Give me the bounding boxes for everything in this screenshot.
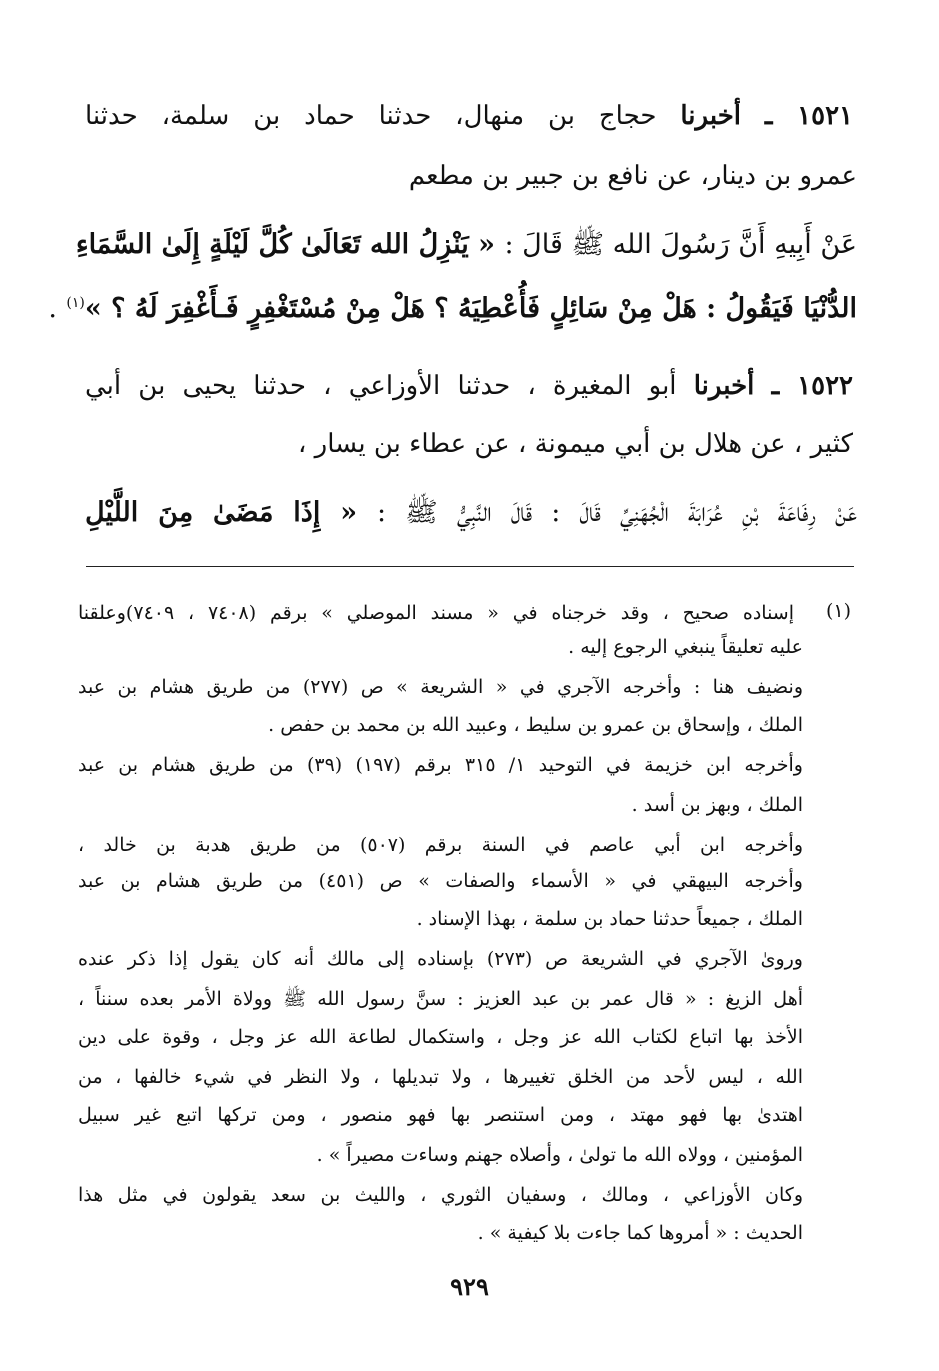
footnote-line: المؤمنين ، وولاه الله ما تولىٰ ، وأصلاه جهنم وساءت مصيراً » .: [316, 1144, 803, 1166]
footnote-line: الأخذ بها اتباع لكتاب الله عز وجل ، واستكمال لطاعة الله عز وجل ، وقوة على دين: [78, 1026, 803, 1048]
footnote-line: اهتدىٰ بها فهو مهتد ، ومن استنصر بها فهو منصور ، ومن تركها اتبع غير سبيل: [78, 1104, 803, 1126]
footnote-line: الحديث : « أمروها كما جاءت بلا كيفية » .: [477, 1222, 803, 1244]
akhbarana-keyword: أخبرنا: [693, 371, 755, 401]
footnote-line: وروىٰ الآجري في الشريعة ص (٢٧٣) بإسناده إلى مالك أنه كان يقول إذا ذكر عنده: [78, 948, 803, 970]
end-mark: .: [48, 293, 58, 324]
footnote-line: وأخرجه ابن خزيمة في التوحيد ١/ ٣١٥ برقم (١٩٧) (٣٩) من طريق هشام بن عبد: [78, 754, 803, 776]
akhbarana-keyword: أخبرنا: [680, 101, 741, 131]
isnad-text: حجاج بن منهال، حدثنا حماد بن سلمة، حدثنا: [85, 101, 657, 131]
footnote-line: إسناده صحيح ، وقد خرجناه في « مسند الموصلي » برقم (٧٤٠٨ ، ٧٤٠٩)وعلقنا: [78, 602, 794, 624]
footnote-line: وأخرجه ابن أبي عاصم في السنة برقم (٥٠٧) من طريق هدبة بن خالد ،: [78, 834, 803, 856]
footnote-ref: (١): [66, 295, 85, 311]
isnad-text: أبو المغيرة ، حدثنا الأوزاعي ، حدثنا يحيى بن أبي: [85, 371, 677, 401]
matn-intro: عَنْ رِفَاعَةَ بْنِ عُرَابَةَ الْجُهَنِيِّ قَالَ : قَالَ النَّبِيُّ ﷺ :: [376, 497, 858, 528]
hadith-number: ١٥٢٢ ـ: [771, 371, 854, 401]
matn-text: الدُّنْيَا فَيَقُولُ : هَلْ مِنْ سَائِلٍ فَأُعْطِيَهُ ؟ هَلْ مِنْ مُسْتَغْفِرٍ فَـأَغْفِرَ لَهُ ؟ »: [84, 293, 857, 324]
matn-text: « إِذَا مَضَىٰ مِنَ اللَّيْلِ: [85, 497, 358, 528]
hadith-1521-isnad-line-2: عمرو بن دينار، عن نافع بن جبير بن مطعم: [408, 161, 857, 191]
hadith-1521-isnad-line-1: [85, 96, 853, 136]
hadith-1521-matn-line-2: [48, 282, 857, 330]
hadith-1522-matn-line-1: [85, 492, 857, 534]
hadith-1522-isnad-line-1: [85, 366, 853, 406]
hadith-number: ١٥٢١ ـ: [764, 101, 854, 131]
footnote-line: الملك ، وإسحاق بن عمرو بن سليط ، وعبيد الله بن محمد بن حفص .: [268, 714, 803, 736]
hadith-1521-matn-line-1: [75, 224, 857, 266]
footnote-line: وأخرجه البيهقي في « الأسماء والصفات » ص (٤٥١) من طريق هشام بن عبد: [78, 870, 803, 892]
matn-intro: عَنْ أَبِيهِ أَنَّ رَسُولَ الله ﷺ قَالَ :: [504, 229, 857, 260]
footnote-number: (١): [825, 600, 851, 622]
footnote-line: أهل الزيغ : « قال عمر بن عبد العزيز : سنَّ رسول الله ﷺ وولاة الأمر بعده سنناً ،: [78, 988, 803, 1010]
footnote-line: الملك ، وبهز بن أسد .: [631, 794, 803, 816]
footnote-line: وكان الأوزاعي ، ومالك ، وسفيان الثوري ، والليث بن سعد يقولون في مثل هذا: [78, 1184, 803, 1206]
page-number: ٩٢٩: [450, 1272, 489, 1301]
footnote-line: عليه تعليقاً ينبغي الرجوع إليه .: [568, 636, 803, 658]
footnote-separator: [86, 566, 854, 567]
footnote-line: ونضيف هنا : وأخرجه الآجري في « الشريعة » ص (٢٧٧) من طريق هشام بن عبد: [78, 676, 803, 698]
hadith-1522-isnad-line-2: كثير ، عن هلال بن أبي ميمونة ، عن عطاء بن يسار ،: [298, 429, 853, 459]
matn-text: « يَنْزِلُ الله تَعَالَىٰ كُلَّ لَيْلَةٍ إِلَىٰ السَّمَاءِ: [75, 229, 496, 260]
footnote-line: الله ، ليس لأحد من الخلق تغييرها ، ولا تبديلها ، ولا النظر في شيء خالفها ، من: [78, 1066, 803, 1088]
footnote-line: الملك ، جميعاً حدثنا حماد بن سلمة ، بهذا الإسناد .: [416, 908, 803, 930]
